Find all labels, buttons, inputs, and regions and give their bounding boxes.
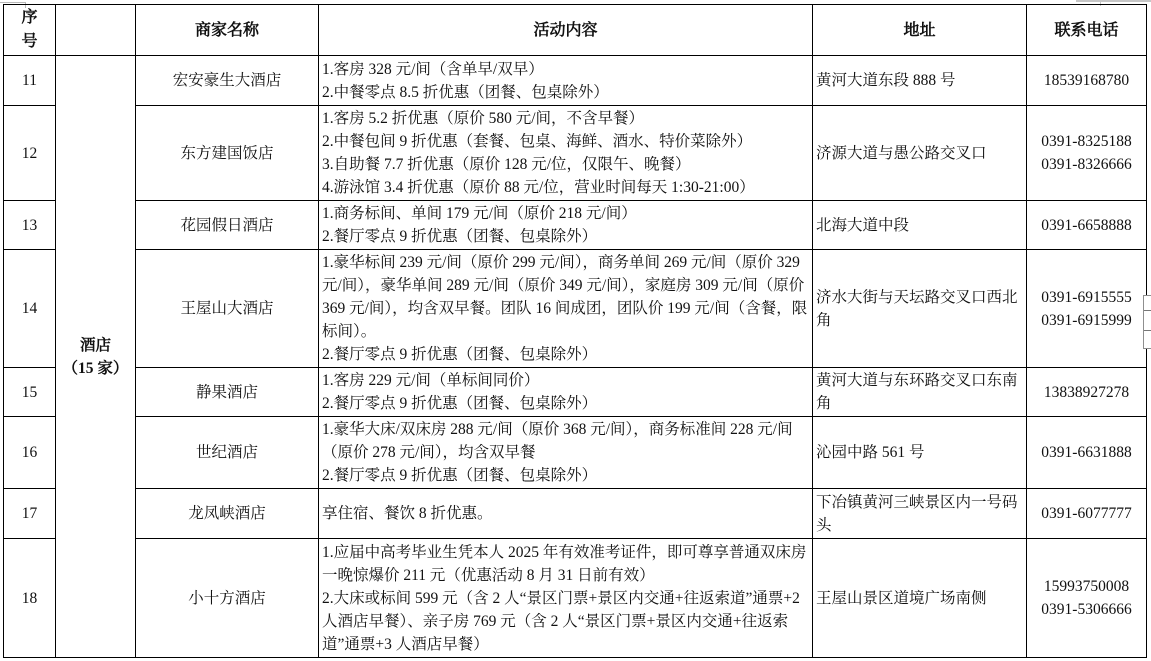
activity-line: 2.中餐零点 8.5 折优惠（团餐、包桌除外） bbox=[322, 83, 609, 101]
activity-line: 1.豪华大床/双床房 288 元/间（原价 368 元/间），商务标准间 228 元/间（原价 278 元/间），均含双早餐 bbox=[322, 421, 793, 461]
activity-content bbox=[319, 489, 813, 539]
activity-content bbox=[319, 368, 813, 417]
row-number: 17 bbox=[4, 489, 56, 539]
table-row bbox=[4, 539, 1147, 658]
merchant-promotions-table bbox=[3, 4, 1147, 658]
header-address: 地址 bbox=[813, 5, 1027, 56]
category-line: 酒店 bbox=[79, 336, 111, 354]
activity-content bbox=[319, 417, 813, 489]
merchant-name: 小十方酒店 bbox=[136, 539, 319, 658]
activity-content bbox=[319, 250, 813, 368]
row-number: 14 bbox=[4, 250, 56, 368]
table-header bbox=[4, 5, 1147, 56]
activity-line: 1.豪华标间 239 元/间（原价 299 元/间），商务单间 269 元/间（原价 329 元/间），豪华单间 289 元/间（原价 349 元/间），家庭房 309 元/间（原价 369 元/间），均含双早餐。团队 16 间成团，团队价 199 元/间（含餐，限标间）。 bbox=[322, 254, 808, 340]
phone bbox=[1027, 250, 1147, 368]
drag-handle-icon bbox=[1144, 330, 1151, 331]
table-row bbox=[4, 489, 1147, 539]
address: 济水大街与天坛路交叉口西北角 bbox=[813, 250, 1027, 368]
phone-number: 0391-6915555 bbox=[1041, 288, 1132, 306]
header-no bbox=[4, 5, 56, 56]
drag-handle-icon bbox=[1144, 310, 1151, 311]
phone-number: 15993750008 bbox=[1043, 578, 1130, 595]
merchant-name: 龙凤峡酒店 bbox=[136, 489, 319, 539]
activity-line: 2.餐厅零点 9 折优惠（团餐、包桌除外） bbox=[322, 467, 598, 484]
table-body bbox=[4, 56, 1147, 658]
activity-content bbox=[319, 106, 813, 201]
table-row bbox=[4, 250, 1147, 368]
header-merchant-name: 商家名称 bbox=[136, 5, 319, 56]
activity-line: 3.自助餐 7.7 折优惠（原价 128 元/位，仅限午、晚餐） bbox=[322, 156, 691, 173]
row-number: 18 bbox=[4, 539, 56, 658]
row-number: 15 bbox=[4, 368, 56, 417]
phone-number: 0391-6658888 bbox=[1041, 216, 1132, 234]
phone-number: 0391-8325188 bbox=[1041, 133, 1132, 150]
row-number: 16 bbox=[4, 417, 56, 489]
table-row bbox=[4, 106, 1147, 201]
row-number: 13 bbox=[4, 201, 56, 250]
row-number: 12 bbox=[4, 106, 56, 201]
merchant-name: 世纪酒店 bbox=[136, 417, 319, 489]
activity-line: 1.客房 328 元/间（含单早/双早） bbox=[322, 60, 544, 78]
activity-line: 2.餐厅零点 9 折优惠（团餐、包桌除外） bbox=[322, 346, 598, 363]
phone bbox=[1027, 56, 1147, 106]
activity-line: 2.大床或标间 599 元（含 2 人“景区门票+景区内交通+往返索道”通票+2 人酒店早餐）、亲子房 769 元（含 2 人“景区门票+景区内交通+往返索道”通票+3 人酒店早餐） bbox=[322, 589, 800, 653]
merchant-name: 宏安豪生大酒店 bbox=[136, 56, 319, 106]
phone-number: 0391-6077777 bbox=[1041, 505, 1132, 522]
category-cell bbox=[56, 56, 136, 658]
phone-number: 13838927278 bbox=[1043, 383, 1130, 401]
address: 王屋山景区道境广场南侧 bbox=[813, 539, 1027, 658]
address: 沁园中路 561 号 bbox=[813, 417, 1027, 489]
category-line: （15 家） bbox=[62, 359, 129, 377]
address: 济源大道与愚公路交叉口 bbox=[813, 106, 1027, 201]
phone-number: 0391-5306666 bbox=[1041, 601, 1132, 618]
phone bbox=[1027, 489, 1147, 539]
phone bbox=[1027, 106, 1147, 201]
table-row bbox=[4, 201, 1147, 250]
header-no-label: 序号 bbox=[21, 9, 38, 50]
header-activity-content: 活动内容 bbox=[319, 5, 813, 56]
row-number: 11 bbox=[4, 56, 56, 106]
phone-number: 0391-6631888 bbox=[1041, 444, 1132, 461]
merchant-name: 花园假日酒店 bbox=[136, 201, 319, 250]
merchant-name: 东方建国饭店 bbox=[136, 106, 319, 201]
phone bbox=[1027, 201, 1147, 250]
activity-content bbox=[319, 539, 813, 658]
scroll-handle[interactable] bbox=[1143, 295, 1151, 349]
activity-content bbox=[319, 201, 813, 250]
activity-line: 1.应届中高考毕业生凭本人 2025 年有效准考证件，即可尊享普通双床房一晚惊爆价 211 元（优惠活动 8 月 31 日前有效） bbox=[322, 543, 807, 584]
phone-number: 18539168780 bbox=[1043, 72, 1130, 89]
phone bbox=[1027, 417, 1147, 489]
header-phone: 联系电话 bbox=[1027, 5, 1147, 56]
table-row bbox=[4, 417, 1147, 489]
phone-number: 0391-6915999 bbox=[1041, 311, 1132, 329]
activity-line: 享住宿、餐饮 8 折优惠。 bbox=[322, 505, 493, 522]
table-row bbox=[4, 56, 1147, 106]
address: 下冶镇黄河三峡景区内一号码头 bbox=[813, 489, 1027, 539]
activity-line: 1.客房 229 元/间（单标间同价） bbox=[322, 372, 540, 389]
activity-line: 1.客房 5.2 折优惠（原价 580 元/间，不含早餐） bbox=[322, 110, 645, 127]
address: 黄河大道与东环路交叉口东南角 bbox=[813, 368, 1027, 417]
phone bbox=[1027, 368, 1147, 417]
activity-line: 4.游泳馆 3.4 折优惠（原价 88 元/位，营业时间每天 1:30-21:00） bbox=[322, 179, 755, 196]
phone bbox=[1027, 539, 1147, 658]
address: 北海大道中段 bbox=[813, 201, 1027, 250]
header-row bbox=[4, 5, 1147, 56]
activity-line: 2.餐厅零点 9 折优惠（团餐、包桌除外） bbox=[322, 228, 598, 245]
address: 黄河大道东段 888 号 bbox=[813, 56, 1027, 106]
header-category bbox=[56, 5, 136, 56]
table-row bbox=[4, 368, 1147, 417]
activity-line: 1.商务标间、单间 179 元/间（原价 218 元/间） bbox=[322, 205, 637, 222]
activity-line: 2.餐厅零点 9 折优惠（团餐、包桌除外） bbox=[322, 395, 598, 412]
merchant-name: 静果酒店 bbox=[136, 368, 319, 417]
activity-line: 2.中餐包间 9 折优惠（套餐、包桌、海鲜、酒水、特价菜除外） bbox=[322, 133, 753, 150]
phone-number: 0391-8326666 bbox=[1041, 156, 1132, 173]
merchant-name: 王屋山大酒店 bbox=[136, 250, 319, 368]
window-edge-fragment-topright bbox=[1076, 0, 1151, 2]
activity-content bbox=[319, 56, 813, 106]
